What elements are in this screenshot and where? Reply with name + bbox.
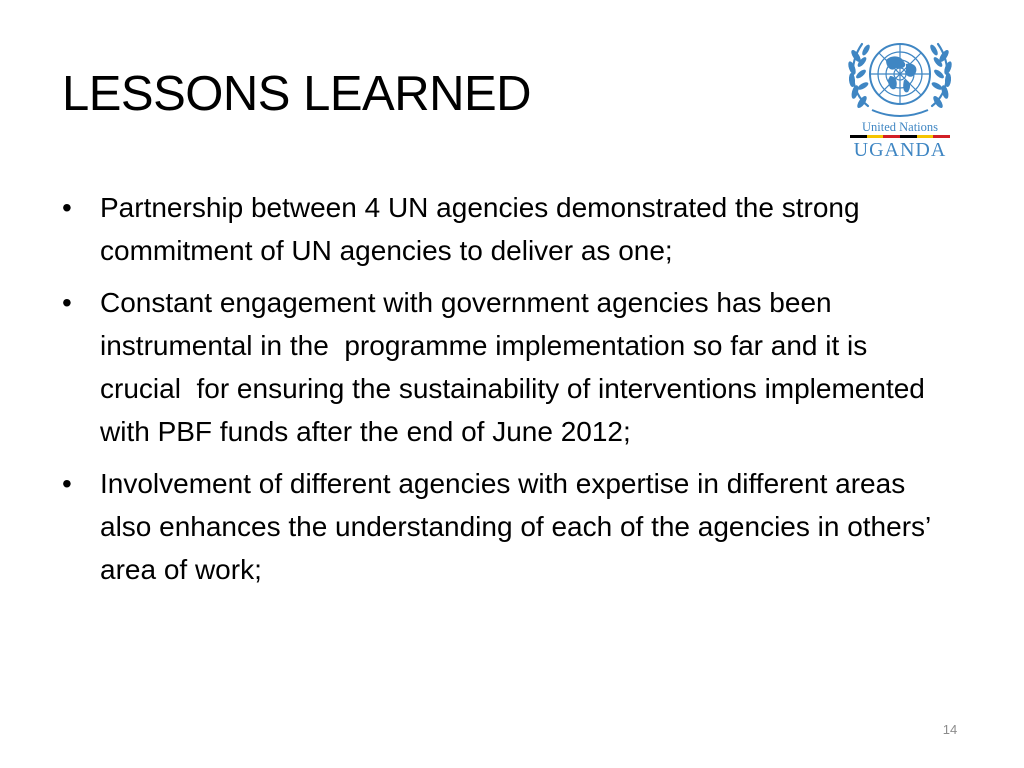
bullet-text: Involvement of different agencies with expertise in different areas also enhances the understanding of each of the agencies in others’ area of work; <box>100 468 938 585</box>
bullet-text: Constant engagement with government agencies has been instrumental in the programme implementation so far and it is crucial for ensuring the sustainability of interventions implemented with PBF funds after the end of June 2012; <box>100 287 933 447</box>
logo-flag-bar <box>850 135 950 138</box>
list-item <box>62 281 962 453</box>
un-emblem-icon <box>842 34 958 120</box>
logo-country-name: UGANDA <box>853 139 947 161</box>
bullet-dot-icon: • <box>62 192 72 223</box>
slide-title: LESSONS LEARNED <box>62 67 532 121</box>
un-uganda-logo <box>842 34 958 162</box>
bullet-dot-icon: • <box>62 287 72 318</box>
bullet-list <box>62 186 962 600</box>
page-number: 14 <box>942 722 958 737</box>
bullet-text: Partnership between 4 UN agencies demonstrated the strong commitment of UN agencies to deliver as one; <box>100 192 868 266</box>
logo-org-name: United Nations <box>861 120 939 134</box>
list-item <box>62 462 962 591</box>
bullet-dot-icon: • <box>62 468 72 499</box>
list-item <box>62 186 962 272</box>
